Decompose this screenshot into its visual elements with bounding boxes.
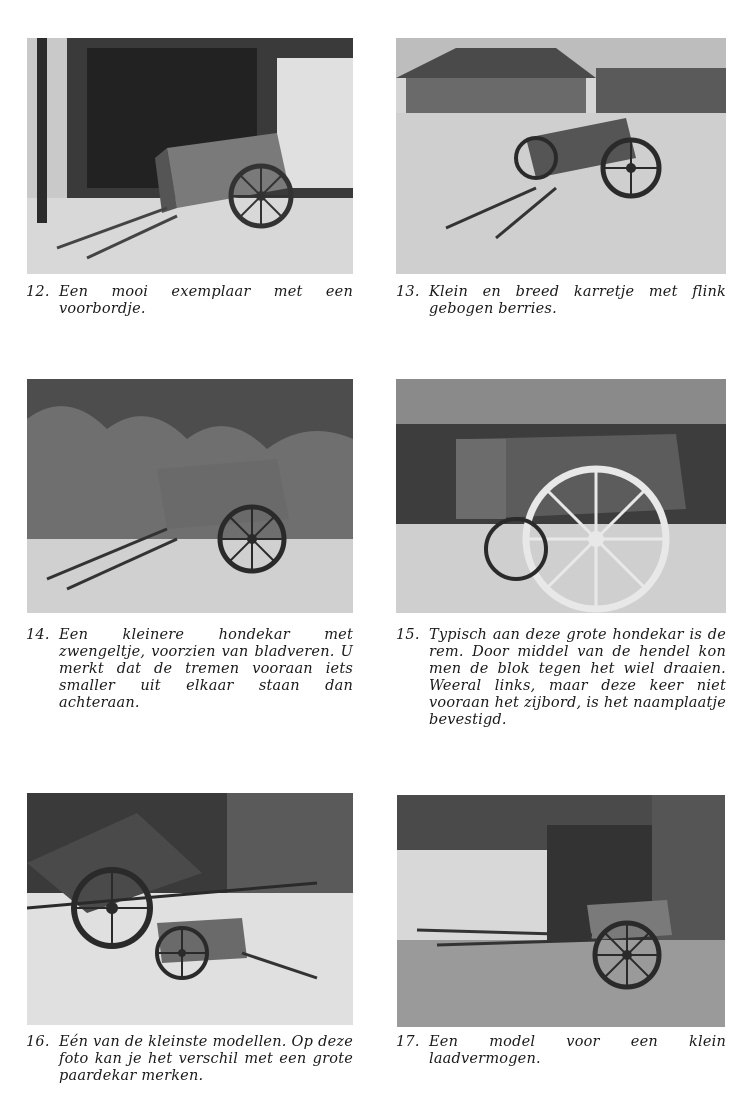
caption-17 <box>396 1034 726 1074</box>
photo-16-image <box>27 793 353 1025</box>
photo-12-image <box>27 38 353 274</box>
caption-text: Een model voor een klein laadvermogen. <box>429 1034 726 1067</box>
caption-16 <box>26 1034 353 1094</box>
caption-14 <box>26 627 353 711</box>
figure-number: 16. <box>26 1034 50 1050</box>
photo-13-image <box>396 38 726 274</box>
figure-number: 14. <box>26 627 50 643</box>
figure-number: 13. <box>396 284 420 300</box>
photo-15 <box>396 379 726 613</box>
caption-text: Eén van de kleinste modellen. Op deze foto kan je het verschil met een grote paardekar merken. <box>59 1034 353 1084</box>
photo-15-image <box>396 379 726 613</box>
caption-13 <box>396 284 726 324</box>
photo-16 <box>27 793 353 1025</box>
figure-number: 17. <box>396 1034 420 1050</box>
caption-text: Klein en breed karretje met flink gebogen berries. <box>429 284 726 317</box>
photo-14-image <box>27 379 353 613</box>
figure-number: 12. <box>26 284 50 300</box>
photo-13 <box>396 38 726 274</box>
caption-text: Een mooi exemplaar met een voorbordje. <box>59 284 353 317</box>
photo-17 <box>397 795 725 1027</box>
photo-14 <box>27 379 353 613</box>
photo-12 <box>27 38 353 274</box>
caption-15 <box>396 627 726 747</box>
photo-17-image <box>397 795 725 1027</box>
caption-12 <box>26 284 353 324</box>
caption-text: Typisch aan deze grote hondekar is de rem. Door middel van de hendel kon men de blok tegen het wiel draaien. Weeral links, maar deze keer niet vooraan het zijbord, is het naamplaatje bevestigd. <box>429 627 726 728</box>
figure-number: 15. <box>396 627 420 643</box>
caption-text: Een kleinere hondekar met zwengeltje, voorzien van bladveren. U merkt dat de tremen vooraan iets smaller uit elkaar staan dan achteraan. <box>59 627 353 711</box>
